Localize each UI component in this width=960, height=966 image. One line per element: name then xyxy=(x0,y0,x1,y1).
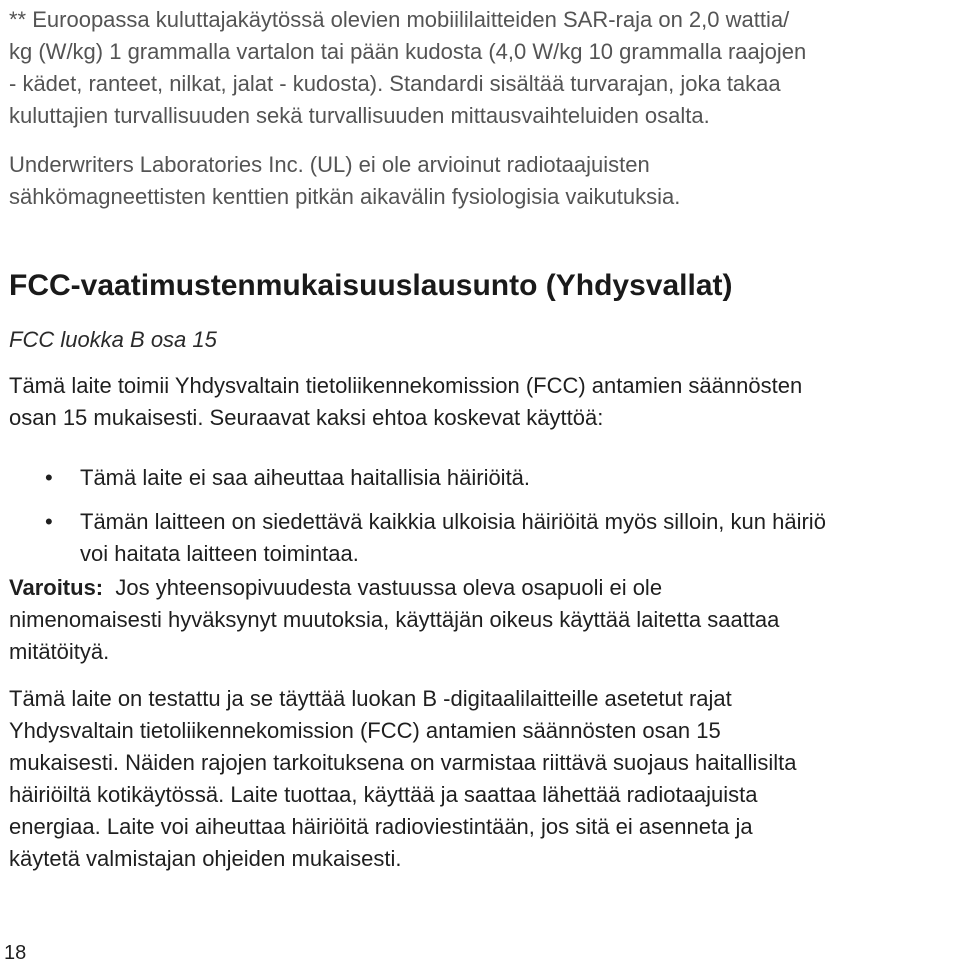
compliance-line: Yhdysvaltain tietoliikennekomission (FCC) antamien säännösten osan 15 xyxy=(9,718,721,743)
sar-note-line: kuluttajien turvallisuuden sekä turvallisuuden mittausvaihteluiden osalta. xyxy=(9,103,710,128)
compliance-line: Tämä laite on testattu ja se täyttää luokan B -digitaalilaitteille asetetut rajat xyxy=(9,686,732,711)
sar-note-line: - kädet, ranteet, nilkat, jalat - kudosta). Standardi sisältää turvarajan, joka takaa xyxy=(9,71,781,96)
fcc-compliance xyxy=(9,683,960,875)
compliance-line: energiaa. Laite voi aiheuttaa häiriöitä radioviestintään, jos sitä ei asenneta ja xyxy=(9,814,753,839)
warning-line: mitätöityä. xyxy=(9,639,110,664)
ul-note-line: sähkömagneettisten kenttien pitkän aikavälin fysiologisia vaikutuksia. xyxy=(9,184,681,209)
sar-note-line: ** Euroopassa kuluttajakäytössä olevien mobiililaitteiden SAR-raja on 2,0 wattia/ xyxy=(9,7,790,32)
condition-line: Tämä laite ei saa aiheuttaa haitallisia häiriöitä. xyxy=(80,465,531,490)
compliance-line: mukaisesti. Näiden rajojen tarkoituksena on varmistaa riittävä suojaus haitallisilta xyxy=(9,750,797,775)
page-number: 18 xyxy=(4,942,27,964)
bullet-point: • xyxy=(45,465,53,490)
fcc-heading: FCC-vaatimustenmukaisuuslausunto (Yhdysvallat) xyxy=(9,269,733,302)
compliance-line: käytetä valmistajan ohjeiden mukaisesti. xyxy=(9,846,402,871)
warning-text: Jos yhteensopivuudesta vastuussa oleva osapuoli ei ole xyxy=(103,575,663,600)
sar-note-line: kg (W/kg) 1 grammalla vartalon tai pään kudosta (4,0 W/kg 10 grammalla raajojen xyxy=(9,39,807,64)
condition-line: voi haitata laitteen toimintaa. xyxy=(80,541,359,566)
fcc-intro-line: osan 15 mukaisesti. Seuraavat kaksi ehtoa koskevat käyttöä: xyxy=(9,405,604,430)
fcc-subheading: FCC luokka B osa 15 xyxy=(9,327,217,352)
condition-line: Tämän laitteen on siedettävä kaikkia ulkoisia häiriöitä myös silloin, kun häiriö xyxy=(80,509,826,534)
list-item xyxy=(45,506,826,570)
fcc-conditions-list xyxy=(45,462,826,570)
fcc-intro xyxy=(9,370,960,434)
bullet-point: • xyxy=(45,509,53,534)
ul-note xyxy=(9,149,960,213)
fcc-warning xyxy=(9,572,960,668)
ul-note-line: Underwriters Laboratories Inc. (UL) ei ole arvioinut radiotaajuisten xyxy=(9,152,650,177)
compliance-line: häiriöiltä kotikäytössä. Laite tuottaa, käyttää ja saattaa lähettää radiotaajuista xyxy=(9,782,758,807)
warning-first-line xyxy=(9,572,960,604)
warning-label: Varoitus: xyxy=(9,575,104,600)
fcc-intro-line: Tämä laite toimii Yhdysvaltain tietoliikennekomission (FCC) antamien säännösten xyxy=(9,373,803,398)
sar-note xyxy=(9,4,960,132)
list-item xyxy=(45,462,826,494)
warning-line: nimenomaisesti hyväksynyt muutoksia, käyttäjän oikeus käyttää laitetta saattaa xyxy=(9,607,780,632)
